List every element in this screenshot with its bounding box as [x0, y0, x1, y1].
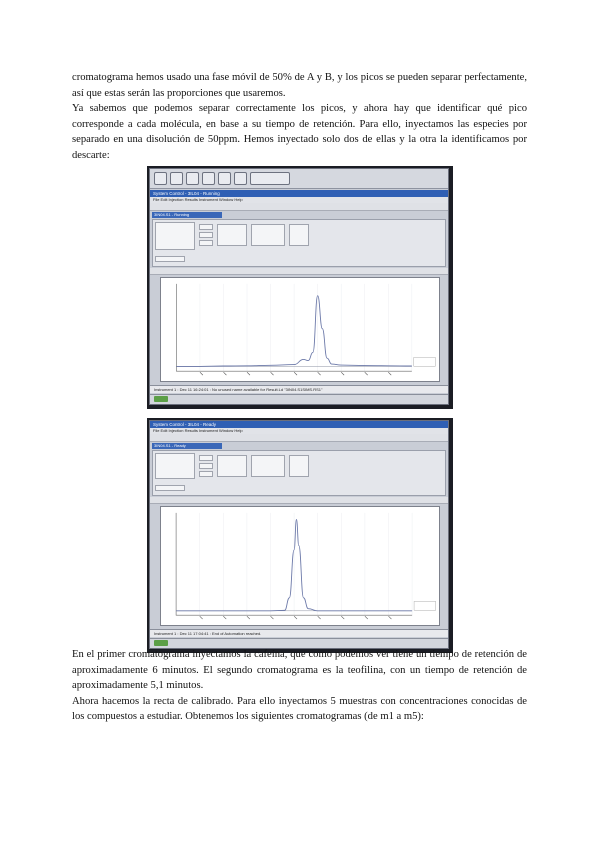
menu-bar: File Edit Injection Results Instrument Window Help	[150, 428, 448, 434]
plot-toolbar	[150, 497, 448, 504]
x-tick	[247, 616, 250, 619]
toolbar-icon	[154, 172, 167, 185]
window-title: System Control - 3IL04 - Ready	[150, 421, 448, 428]
status-box	[251, 455, 285, 477]
x-tick	[223, 616, 226, 619]
x-tick	[389, 616, 392, 619]
toolbar-icon	[202, 172, 215, 185]
window-title: System Control - 3IL04 - Running	[150, 190, 448, 197]
windows-taskbar	[150, 394, 448, 404]
tool-row	[150, 434, 448, 442]
status-box	[155, 222, 195, 250]
toolbar	[150, 169, 448, 189]
chromatogram-photo-theophylline	[147, 418, 453, 653]
status-box	[251, 224, 285, 246]
plot-toolbar	[150, 268, 448, 275]
x-tick	[271, 616, 274, 619]
x-tick	[318, 616, 321, 619]
status-bar: Instrument 1 : Dec 11 17:04:41 : End of Automation reached.	[150, 629, 448, 637]
x-tick	[271, 372, 274, 375]
x-tick	[318, 372, 321, 375]
x-tick	[294, 616, 297, 619]
start-icon	[154, 396, 168, 402]
toolbar-icon	[186, 172, 199, 185]
x-tick	[200, 616, 203, 619]
paragraph-bottom	[72, 647, 527, 725]
paragraph: Ya sabemos que podemos separar correctamente los picos, y ahora hay que identificar qué pico corresponde a cada molécula, en base a su tiempo de retención. Para ello, inyectamos las especies por separado en una disolución de 50ppm. Hemos inyectado solo dos de ellas y la otra la identificamos por descarte:	[72, 103, 527, 161]
status-box	[199, 463, 213, 469]
chromatogram-photo-caffeine	[147, 166, 453, 409]
toolbar-icon	[218, 172, 231, 185]
monitor-screen	[149, 420, 449, 649]
x-tick	[247, 372, 250, 375]
status-box	[199, 455, 213, 461]
chromatogram-plot	[160, 277, 440, 382]
x-tick	[341, 372, 344, 375]
legend-box	[414, 601, 436, 610]
paragraph-top	[72, 70, 527, 164]
status-box	[217, 224, 247, 246]
status-box	[289, 224, 309, 246]
monitor-screen	[149, 168, 449, 405]
x-tick	[200, 372, 203, 375]
toolbar-icon	[250, 172, 290, 185]
tool-row	[150, 203, 448, 211]
legend-box	[414, 357, 436, 366]
toolbar-icon	[234, 172, 247, 185]
chromatogram-svg	[161, 507, 439, 625]
paragraph: Ahora hacemos la recta de calibrado. Para ello inyectamos 5 muestras con concentraciones conocidas de los compuestos a estudiar. Obtenemos los siguientes cromatogramas (de m1 a m5):	[72, 695, 527, 723]
x-tick	[341, 616, 344, 619]
x-tick	[294, 372, 297, 375]
status-panel	[152, 219, 446, 267]
status-box	[199, 224, 213, 230]
start-icon	[154, 640, 168, 646]
status-title: 3IN04.S1 - Ready	[152, 443, 222, 449]
status-box	[289, 455, 309, 477]
x-tick	[365, 616, 368, 619]
toolbar-icon	[170, 172, 183, 185]
chromatogram-svg	[161, 278, 439, 381]
status-box	[155, 256, 185, 262]
menu-bar: File Edit Injection Results Instrument Window Help	[150, 197, 448, 203]
paragraph: En el primer cromatograma inyectamos la cafeína, que como podemos ver tiene un tiempo de retención de aproximadamente 6 minutos. El segundo cromatograma es la teofilina, con un tiempo de retención de aproximadamente 5,1 minutos.	[72, 649, 527, 692]
status-box	[217, 455, 247, 477]
x-tick	[388, 372, 391, 375]
paragraph: cromatograma hemos usado una fase móvil de 50% de A y B, y los picos se pueden separar perfectamente, así que estas serán las proporciones que usaremos.	[72, 72, 527, 99]
status-box	[155, 453, 195, 479]
status-bar: Instrument 1 : Dec 11 16:24:01 : No unused name available for Result.Ld "3IN04.S1SIMS.RS1"	[150, 385, 448, 393]
status-box	[199, 240, 213, 246]
status-box	[155, 485, 185, 491]
status-title: 3IN04.S1 - Running	[152, 212, 222, 218]
x-tick	[223, 372, 226, 375]
status-panel	[152, 450, 446, 496]
status-box	[199, 471, 213, 477]
x-tick	[365, 372, 368, 375]
status-box	[199, 232, 213, 238]
chromatogram-plot	[160, 506, 440, 626]
